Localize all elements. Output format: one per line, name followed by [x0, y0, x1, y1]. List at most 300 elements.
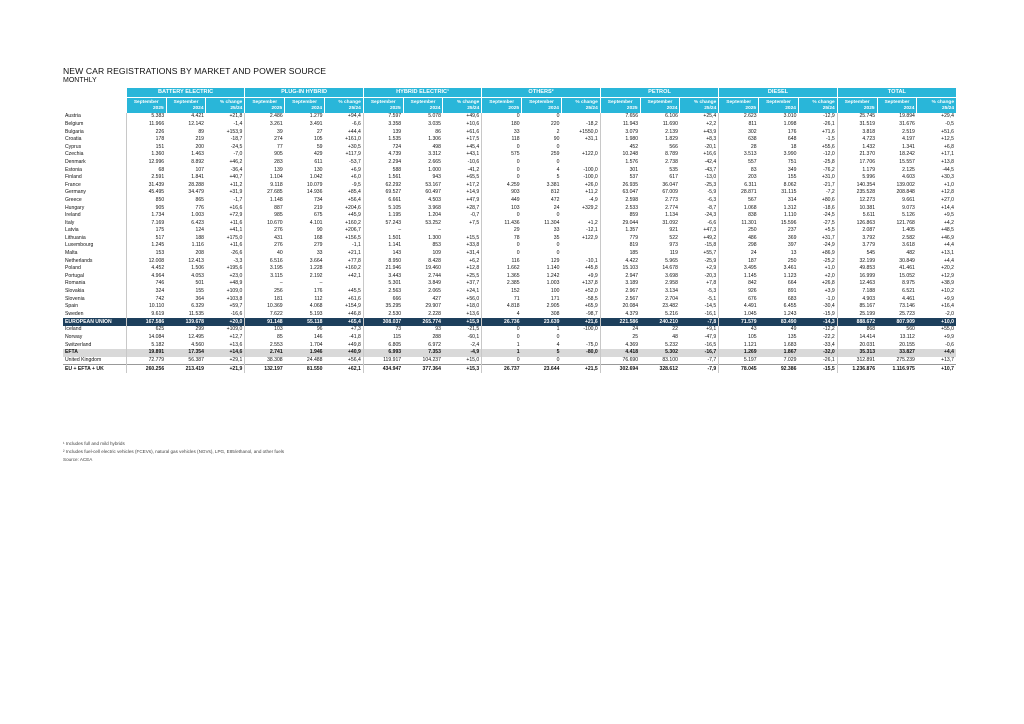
- value-cell: -100,0: [583, 166, 598, 173]
- market-name: Cyprus: [65, 143, 82, 150]
- value-cell: 6.521: [902, 288, 915, 295]
- value-cell: [443, 227, 482, 235]
- value-cell: 5.611: [837, 212, 877, 220]
- value-cell: 3.495: [719, 265, 759, 273]
- value-cell: 2.519: [902, 128, 915, 135]
- value-cell: 482: [906, 250, 915, 257]
- value-cell: 171: [550, 295, 560, 302]
- value-cell: +24,1: [466, 288, 480, 295]
- value-cell: 850: [126, 197, 166, 205]
- table-row: [63, 219, 956, 227]
- table-row: [63, 242, 956, 250]
- value-cell: 7.169: [126, 219, 166, 227]
- value-cell: -5,3: [707, 288, 717, 295]
- market-name: Hungary: [65, 204, 85, 211]
- value-cell: 130: [313, 166, 323, 173]
- value-cell: +31,9: [229, 189, 243, 196]
- value-cell: 41.461: [899, 265, 915, 272]
- registrations-table: [63, 88, 956, 373]
- value-cell: 4.053: [191, 272, 204, 279]
- value-cell: +55,7: [703, 250, 717, 257]
- value-cell: 4.739: [363, 151, 403, 159]
- value-cell: 1.306: [428, 136, 441, 143]
- value-cell: 45.495: [126, 189, 166, 197]
- table-row: [63, 204, 956, 212]
- market-name: Latvia: [65, 227, 79, 234]
- value-cell: -12,1: [586, 227, 598, 234]
- value-cell: –: [319, 280, 323, 287]
- value-cell: 10.248: [600, 151, 640, 159]
- market-name: Denmark: [65, 158, 86, 165]
- value-cell: 67.009: [662, 189, 678, 196]
- value-cell: +11,6: [229, 242, 243, 249]
- value-cell: +26,0: [584, 181, 598, 188]
- value-cell: 557: [719, 159, 759, 167]
- value-cell: +6,9: [350, 166, 361, 173]
- value-cell: 73.146: [899, 303, 915, 310]
- value-cell: 25.199: [837, 310, 877, 318]
- value-cell: 19.891: [126, 349, 166, 357]
- value-cell: 5.301: [363, 280, 403, 288]
- value-cell: +42,1: [347, 272, 361, 279]
- value-cell: 1: [482, 341, 522, 349]
- value-cell: 48: [672, 334, 678, 341]
- value-cell: 7.656: [600, 113, 640, 121]
- value-cell: 3.115: [245, 272, 285, 280]
- table-row: [63, 143, 956, 151]
- value-cell: 18.242: [899, 151, 915, 158]
- value-cell: 40: [245, 250, 285, 258]
- value-cell: +72,9: [229, 212, 243, 219]
- table-row: [63, 197, 956, 205]
- value-cell: +9,9: [587, 272, 598, 279]
- value-cell: 15.052: [899, 272, 915, 279]
- value-cell: 2.591: [126, 174, 166, 182]
- value-cell: +25,4: [703, 113, 717, 120]
- value-cell: +154,9: [345, 303, 361, 310]
- value-cell: 6.993: [363, 349, 403, 357]
- value-cell: 1.980: [600, 136, 640, 144]
- value-cell: 139: [363, 128, 403, 136]
- value-cell: -41,8: [349, 334, 361, 341]
- value-cell: [561, 357, 600, 365]
- value-cell: 86: [435, 128, 441, 135]
- table-row: [63, 113, 956, 121]
- value-cell: 2.385: [482, 280, 522, 288]
- table-row: [63, 212, 956, 220]
- value-cell: 77: [245, 143, 285, 151]
- group-header: DIESEL: [719, 88, 837, 98]
- value-cell: -1,1: [352, 242, 361, 249]
- value-cell: 1.140: [546, 265, 560, 272]
- value-cell: [561, 143, 600, 151]
- value-cell: -14,5: [704, 303, 717, 310]
- value-cell: +21,6: [561, 318, 600, 326]
- value-cell: 23.482: [662, 303, 678, 310]
- value-cell: +4,4: [943, 257, 954, 264]
- value-cell: +59,7: [229, 303, 243, 310]
- value-cell: 90: [316, 227, 323, 234]
- value-cell: +80,6: [821, 196, 835, 203]
- value-cell: 1.003: [191, 212, 204, 219]
- value-cell: 43: [719, 326, 759, 334]
- value-cell: 431: [245, 235, 285, 243]
- value-cell: 35.313: [837, 349, 877, 357]
- value-cell: 4.197: [902, 136, 915, 143]
- value-cell: +3,9: [824, 288, 835, 295]
- value-cell: 89: [198, 128, 204, 135]
- value-cell: 1.245: [126, 242, 166, 250]
- value-cell: -53,7: [349, 158, 361, 165]
- value-cell: 2.773: [665, 196, 678, 203]
- value-cell: 1.341: [902, 143, 915, 150]
- value-cell: 3.189: [600, 280, 640, 288]
- value-cell: 250: [787, 257, 797, 264]
- group-header: PETROL: [600, 88, 719, 98]
- value-cell: 24: [600, 326, 640, 334]
- value-cell: 76.690: [600, 357, 640, 365]
- value-cell: +7,5: [469, 219, 480, 226]
- market-name: Ireland: [65, 212, 81, 219]
- value-cell: 1.148: [245, 197, 285, 205]
- value-cell: 560: [906, 326, 915, 333]
- value-cell: 926: [719, 288, 759, 296]
- table-row: [63, 303, 956, 311]
- value-cell: -47,9: [704, 334, 717, 341]
- value-cell: 5.232: [665, 341, 678, 348]
- footnote: ¹ Includes full and mild hybrids: [63, 441, 125, 446]
- value-cell: 0: [482, 166, 522, 174]
- market-name: France: [65, 181, 81, 188]
- value-cell: 221.586: [600, 318, 640, 326]
- value-cell: +56,0: [466, 295, 480, 302]
- value-cell: 63.047: [600, 189, 640, 197]
- value-cell: 0: [556, 357, 560, 364]
- value-cell: 6.423: [191, 219, 204, 226]
- value-cell: 275.239: [896, 357, 915, 364]
- value-cell: +12,8: [941, 189, 954, 196]
- value-cell: 121.768: [896, 219, 915, 226]
- value-cell: 13: [790, 250, 797, 257]
- value-cell: +31,7: [821, 234, 835, 241]
- value-cell: 1.141: [363, 242, 403, 250]
- value-cell: 4.418: [600, 349, 640, 357]
- value-cell: +52,0: [584, 288, 598, 295]
- value-cell: +21,1: [347, 250, 361, 257]
- value-cell: +175,0: [226, 234, 243, 241]
- value-cell: 308.037: [363, 318, 403, 326]
- pct-change-header: % change 25/24: [798, 98, 837, 114]
- value-cell: 0: [482, 143, 522, 151]
- value-cell: 1.734: [126, 212, 166, 220]
- value-cell: +2,9: [706, 265, 717, 272]
- value-cell: 1.134: [665, 212, 678, 219]
- value-cell: 10.670: [245, 219, 285, 227]
- value-cell: 522: [669, 234, 678, 241]
- value-cell: 219: [313, 204, 323, 211]
- value-cell: +204,6: [345, 204, 361, 211]
- value-cell: 7.353: [403, 349, 443, 357]
- value-cell: 83: [719, 166, 759, 174]
- market-name: Iceland: [65, 326, 82, 333]
- value-cell: 115: [363, 334, 403, 342]
- page-subtitle: MONTHLY: [63, 77, 97, 84]
- value-cell: 4.369: [600, 341, 640, 349]
- value-cell: 638: [719, 136, 759, 144]
- value-cell: +7,8: [706, 280, 717, 287]
- table-row: [63, 174, 956, 182]
- value-cell: +85,4: [347, 189, 361, 196]
- value-cell: 2.623: [719, 113, 759, 121]
- table-row: [63, 189, 956, 197]
- value-cell: 1.003: [546, 280, 560, 287]
- value-cell: 96: [316, 326, 323, 333]
- value-cell: 57.243: [363, 219, 403, 227]
- value-cell: 0: [482, 159, 522, 167]
- value-cell: 664: [787, 280, 797, 287]
- value-cell: -98,7: [586, 310, 598, 317]
- value-cell: +14,6: [206, 349, 245, 357]
- table-row: [63, 227, 956, 235]
- value-cell: +51,6: [941, 128, 954, 135]
- value-cell: 213.419: [166, 365, 206, 374]
- value-cell: 3.461: [783, 265, 797, 272]
- value-cell: 30.849: [899, 257, 915, 264]
- value-cell: 9.661: [902, 196, 915, 203]
- value-cell: 103: [482, 204, 522, 212]
- value-cell: 12.273: [837, 197, 877, 205]
- value-cell: 11.943: [600, 121, 640, 129]
- table-row: [63, 349, 956, 357]
- value-cell: 1.867: [759, 349, 799, 357]
- value-cell: +49,8: [347, 341, 361, 348]
- value-cell: +65,5: [466, 174, 480, 181]
- value-cell: 4.421: [191, 113, 204, 120]
- corner-cell: [63, 88, 126, 98]
- value-cell: 6.329: [191, 303, 204, 310]
- value-cell: [561, 212, 600, 220]
- value-cell: -1,5: [825, 136, 835, 143]
- value-cell: 1.432: [837, 143, 877, 151]
- group-header: HYBRID ELECTRIC¹: [363, 88, 481, 98]
- value-cell: +9,1: [706, 326, 717, 333]
- value-cell: +65,4: [324, 318, 363, 326]
- value-cell: 1.123: [783, 272, 797, 279]
- value-cell: 4.461: [902, 295, 915, 302]
- value-cell: -12,9: [823, 113, 835, 120]
- value-cell: 921: [669, 227, 678, 234]
- value-cell: +2,0: [824, 272, 835, 279]
- value-cell: +13,6: [229, 341, 243, 348]
- value-cell: 68: [126, 166, 166, 174]
- value-cell: 308: [550, 310, 560, 317]
- value-cell: 21.370: [837, 151, 877, 159]
- value-cell: -76,2: [823, 166, 835, 173]
- value-cell: 6.805: [363, 341, 403, 349]
- value-cell: 2.567: [600, 295, 640, 303]
- value-cell: -7,7: [707, 357, 717, 364]
- value-cell: +49,6: [466, 113, 480, 120]
- value-cell: 29: [482, 227, 522, 235]
- market-name: Portugal: [65, 272, 84, 279]
- value-cell: 566: [669, 143, 678, 150]
- value-cell: 28.288: [188, 181, 204, 188]
- value-cell: +11,2: [229, 181, 243, 188]
- value-cell: 2.065: [428, 288, 441, 295]
- value-cell: +329,2: [582, 204, 598, 211]
- value-cell: 104.237: [422, 357, 441, 364]
- value-cell: 2.665: [428, 158, 441, 165]
- value-cell: +25,5: [466, 272, 480, 279]
- value-cell: –: [363, 227, 403, 235]
- value-cell: 648: [787, 136, 797, 143]
- value-cell: +26,8: [821, 280, 835, 287]
- value-cell: -16,5: [704, 341, 717, 348]
- value-cell: 29.044: [600, 219, 640, 227]
- value-cell: +13,8: [941, 158, 954, 165]
- value-cell: 12.413: [188, 257, 204, 264]
- value-cell: 219: [195, 136, 204, 143]
- value-cell: 4: [556, 341, 560, 348]
- value-cell: 11.436: [482, 219, 522, 227]
- value-cell: 143: [363, 250, 403, 258]
- value-cell: -24,9: [823, 242, 835, 249]
- value-cell: +206,7: [345, 227, 361, 234]
- value-cell: 181: [245, 295, 285, 303]
- source-note: Source: ACEA: [63, 457, 93, 462]
- value-cell: 8.428: [428, 257, 441, 264]
- value-cell: –: [438, 227, 441, 234]
- value-cell: +17,2: [466, 181, 480, 188]
- value-cell: 19.894: [899, 113, 915, 120]
- value-cell: 4: [556, 166, 560, 173]
- value-cell: 1.228: [309, 265, 323, 272]
- value-cell: +14,4: [941, 204, 954, 211]
- value-cell: 868: [837, 326, 877, 334]
- value-cell: 0: [556, 113, 560, 120]
- value-cell: -5,9: [707, 189, 717, 196]
- table-row: [63, 257, 956, 265]
- value-cell: 119: [669, 250, 678, 257]
- value-cell: 146: [313, 334, 323, 341]
- value-cell: 276: [245, 242, 285, 250]
- value-cell: 265.774: [403, 318, 443, 326]
- value-cell: +9,9: [943, 295, 954, 302]
- value-cell: -26,6: [230, 250, 243, 257]
- table-row: [63, 365, 956, 374]
- value-cell: 4.379: [600, 310, 640, 318]
- value-cell: 5: [522, 349, 562, 357]
- market-name: United Kingdom: [65, 357, 102, 364]
- value-cell: 35.295: [363, 303, 403, 311]
- value-cell: 139.678: [166, 318, 206, 326]
- pct-change-header: % change 25/24: [324, 98, 363, 114]
- value-cell: +21,5: [561, 365, 600, 374]
- value-cell: 12.142: [188, 120, 204, 127]
- value-cell: 152: [482, 288, 522, 296]
- value-cell: -100,0: [583, 326, 598, 333]
- value-cell: 1.145: [719, 272, 759, 280]
- value-cell: 288: [432, 334, 441, 341]
- value-cell: -6,6: [352, 120, 361, 127]
- value-cell: 2.582: [902, 234, 915, 241]
- value-cell: 14.678: [662, 265, 678, 272]
- value-cell: +55,6: [821, 143, 835, 150]
- value-cell: 1.116: [191, 242, 204, 249]
- value-cell: 3.381: [546, 181, 560, 188]
- market-name: Austria: [65, 113, 81, 120]
- value-cell: 118: [482, 136, 522, 144]
- value-cell: 2.533: [600, 204, 640, 212]
- value-cell: 200: [195, 143, 204, 150]
- value-cell: +40,9: [324, 349, 363, 357]
- value-cell: 8.950: [363, 257, 403, 265]
- value-cell: 0: [556, 143, 560, 150]
- value-cell: 1.279: [309, 113, 323, 120]
- value-cell: 2.139: [665, 128, 678, 135]
- value-cell: 427: [432, 295, 441, 302]
- value-cell: 472: [550, 196, 560, 203]
- value-cell: 250: [719, 227, 759, 235]
- value-cell: -2,0: [945, 310, 954, 317]
- footnotes: [63, 440, 284, 464]
- value-cell: -58,5: [586, 295, 598, 302]
- value-cell: +45,5: [347, 288, 361, 295]
- value-cell: +21,9: [206, 365, 245, 374]
- value-cell: 53.167: [425, 181, 441, 188]
- value-cell: +1,2: [587, 219, 598, 226]
- value-cell: 4.723: [837, 136, 877, 144]
- value-cell: 4.068: [309, 303, 323, 310]
- value-cell: +10,7: [917, 365, 956, 374]
- value-cell: +33,8: [466, 242, 480, 249]
- value-cell: -33,4: [823, 341, 835, 348]
- value-cell: 31.439: [126, 181, 166, 189]
- value-cell: 3.792: [837, 235, 877, 243]
- value-cell: 2.744: [428, 272, 441, 279]
- value-cell: 10.381: [837, 204, 877, 212]
- value-cell: 751: [787, 158, 797, 165]
- value-cell: 3.010: [783, 113, 797, 120]
- period-header: September 2024: [285, 98, 325, 114]
- value-cell: 167.586: [126, 318, 166, 326]
- value-cell: 312.891: [837, 357, 877, 365]
- value-cell: 1.463: [191, 151, 204, 158]
- value-cell: 2.486: [245, 113, 285, 121]
- value-cell: +56,4: [347, 357, 361, 364]
- table-body: [63, 113, 956, 373]
- value-cell: 283: [245, 159, 285, 167]
- market-name: Luxembourg: [65, 242, 94, 249]
- value-cell: 853: [432, 242, 441, 249]
- value-cell: 328.612: [640, 365, 680, 374]
- value-cell: 397: [787, 242, 797, 249]
- value-cell: 2: [556, 128, 560, 135]
- value-cell: 4.603: [902, 174, 915, 181]
- value-cell: +6,0: [350, 174, 361, 181]
- value-cell: 23.644: [522, 365, 562, 374]
- period-header: September 2025: [837, 98, 877, 114]
- value-cell: +122,0: [582, 151, 598, 158]
- value-cell: -7,0: [233, 151, 243, 158]
- value-cell: 6.972: [428, 341, 441, 348]
- value-cell: 1.116.975: [877, 365, 917, 374]
- value-cell: 7.622: [245, 310, 285, 318]
- market-name: EU + EFTA + UK: [63, 365, 126, 374]
- value-cell: 220: [550, 120, 560, 127]
- value-cell: -12,0: [823, 151, 835, 158]
- value-cell: 973: [669, 242, 678, 249]
